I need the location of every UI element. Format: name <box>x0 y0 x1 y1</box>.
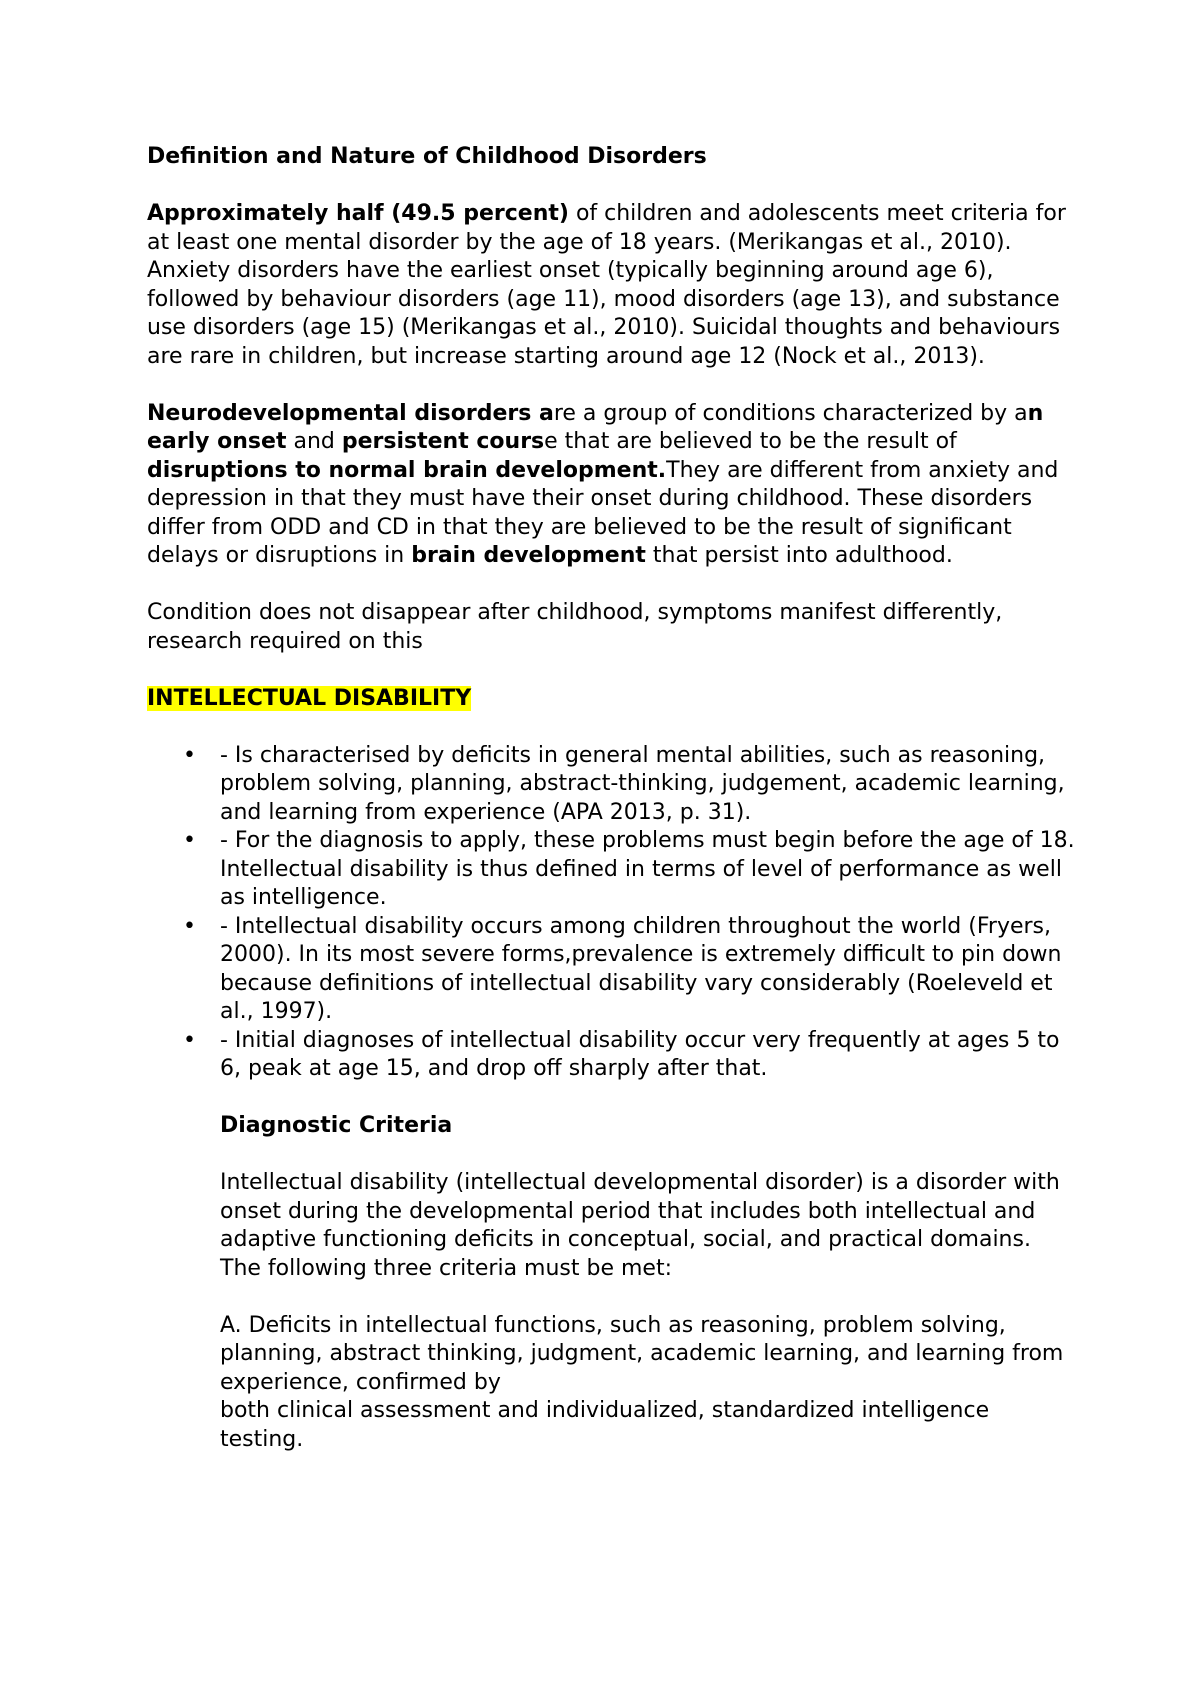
neuro-bold-2: n early onset <box>147 400 1044 454</box>
spacer <box>147 713 1077 742</box>
list-item <box>183 827 1077 913</box>
neuro-text-2: and <box>286 429 342 454</box>
list-item <box>183 742 1077 828</box>
list-item <box>183 913 1077 1027</box>
section-heading <box>147 685 1077 714</box>
bullet-icon: • <box>183 1027 196 1053</box>
document-page <box>147 143 1077 1454</box>
list-item-text: - Intellectual disability occurs among children throughout the world (Fryers, 2000). In its most severe forms,prevalence is extremely difficult to pin down because definitions of intellectual disability vary considerably (Roeleveld et al., 1997). <box>220 913 1062 1024</box>
section-heading-highlight: INTELLECTUAL DISABILITY <box>147 685 472 711</box>
list-item-text: - For the diagnosis to apply, these problems must begin before the age of 18. Intellectual disability is thus defined in terms of level of performance as well as intelligence. <box>220 828 1075 910</box>
bullet-icon: • <box>183 828 196 853</box>
spacer <box>147 1141 1077 1170</box>
subheading-diagnostic-criteria: Diagnostic Criteria <box>220 1113 453 1138</box>
spacer <box>147 1283 1077 1312</box>
prevalence-bold: Approximately half (49.5 percent) <box>147 201 569 226</box>
list-item <box>183 1027 1077 1084</box>
neuro-bold-1: Neurodevelopmental disorders a <box>147 400 554 426</box>
bullet-list <box>147 742 1077 1084</box>
spacer <box>147 172 1077 201</box>
criterion-a-line2: both clinical assessment and individualized, standardized intelligence testing. <box>220 1398 990 1452</box>
prevalence-text: of children and adolescents meet criteria for at least one mental disorder by the age of 18 years. (Merikangas et al., 2010). Anxiety disorders have the earliest onset (typically beginning around age 6), followed by behaviour disorders (age 11), mood disorders (age 13), and substance use disorders (age 15) (Merikangas et al., 2010). Suicidal thoughts and behaviours are rare in children, but increase starting around age 12 (Nock et al., 2013). <box>147 201 1066 369</box>
bullet-icon: • <box>183 913 196 939</box>
list-item-text: - Initial diagnoses of intellectual disability occur very frequently at ages 5 to 6, peak at age 15, and drop off sharply after that. <box>220 1027 1060 1081</box>
paragraph-prevalence <box>147 200 1077 371</box>
document-title: Definition and Nature of Childhood Disorders <box>147 144 707 169</box>
spacer <box>147 571 1077 600</box>
neuro-bold-5: brain development <box>411 543 646 568</box>
criteria-intro: Intellectual disability (intellectual developmental disorder) is a disorder with onset during the developmental period that includes both intellectual and adaptive functioning deficits in conceptual, social, and practical domains. The following three criteria must be met: <box>220 1170 1060 1281</box>
neuro-text-4: They are different from anxiety and depression in that they must have their onset during childhood. These disorders differ from ODD and CD in that they are believed to be the result of significant delays or disruptions in <box>147 457 1059 568</box>
bullet-icon: • <box>183 742 196 768</box>
neuro-text-5: that persist into adulthood. <box>645 543 953 568</box>
neuro-text-3: e that are believed to be the result of <box>544 429 957 454</box>
neuro-bold-3: persistent cours <box>341 429 545 454</box>
spacer <box>147 371 1077 400</box>
list-item-text: - Is characterised by deficits in general mental abilities, such as reasoning, problem solving, planning, abstract-thinking, judgement, academic learning, and learning from experience (APA 2013, p. 31). <box>220 742 1065 825</box>
criterion-a-line1: A. Deficits in intellectual functions, such as reasoning, problem solving, planning, abstract thinking, judgment, academic learning, and learning from experience, confirmed by <box>220 1312 1064 1395</box>
paragraph-condition: Condition does not disappear after childhood, symptoms manifest differently, research required on this <box>147 600 1003 654</box>
neuro-bold-4: disruptions to normal brain development. <box>147 457 667 483</box>
spacer <box>147 1084 1077 1113</box>
spacer <box>147 656 1077 685</box>
neuro-text-1: re a group of conditions characterized by a <box>553 400 1028 426</box>
paragraph-neurodevelopmental <box>147 400 1077 571</box>
